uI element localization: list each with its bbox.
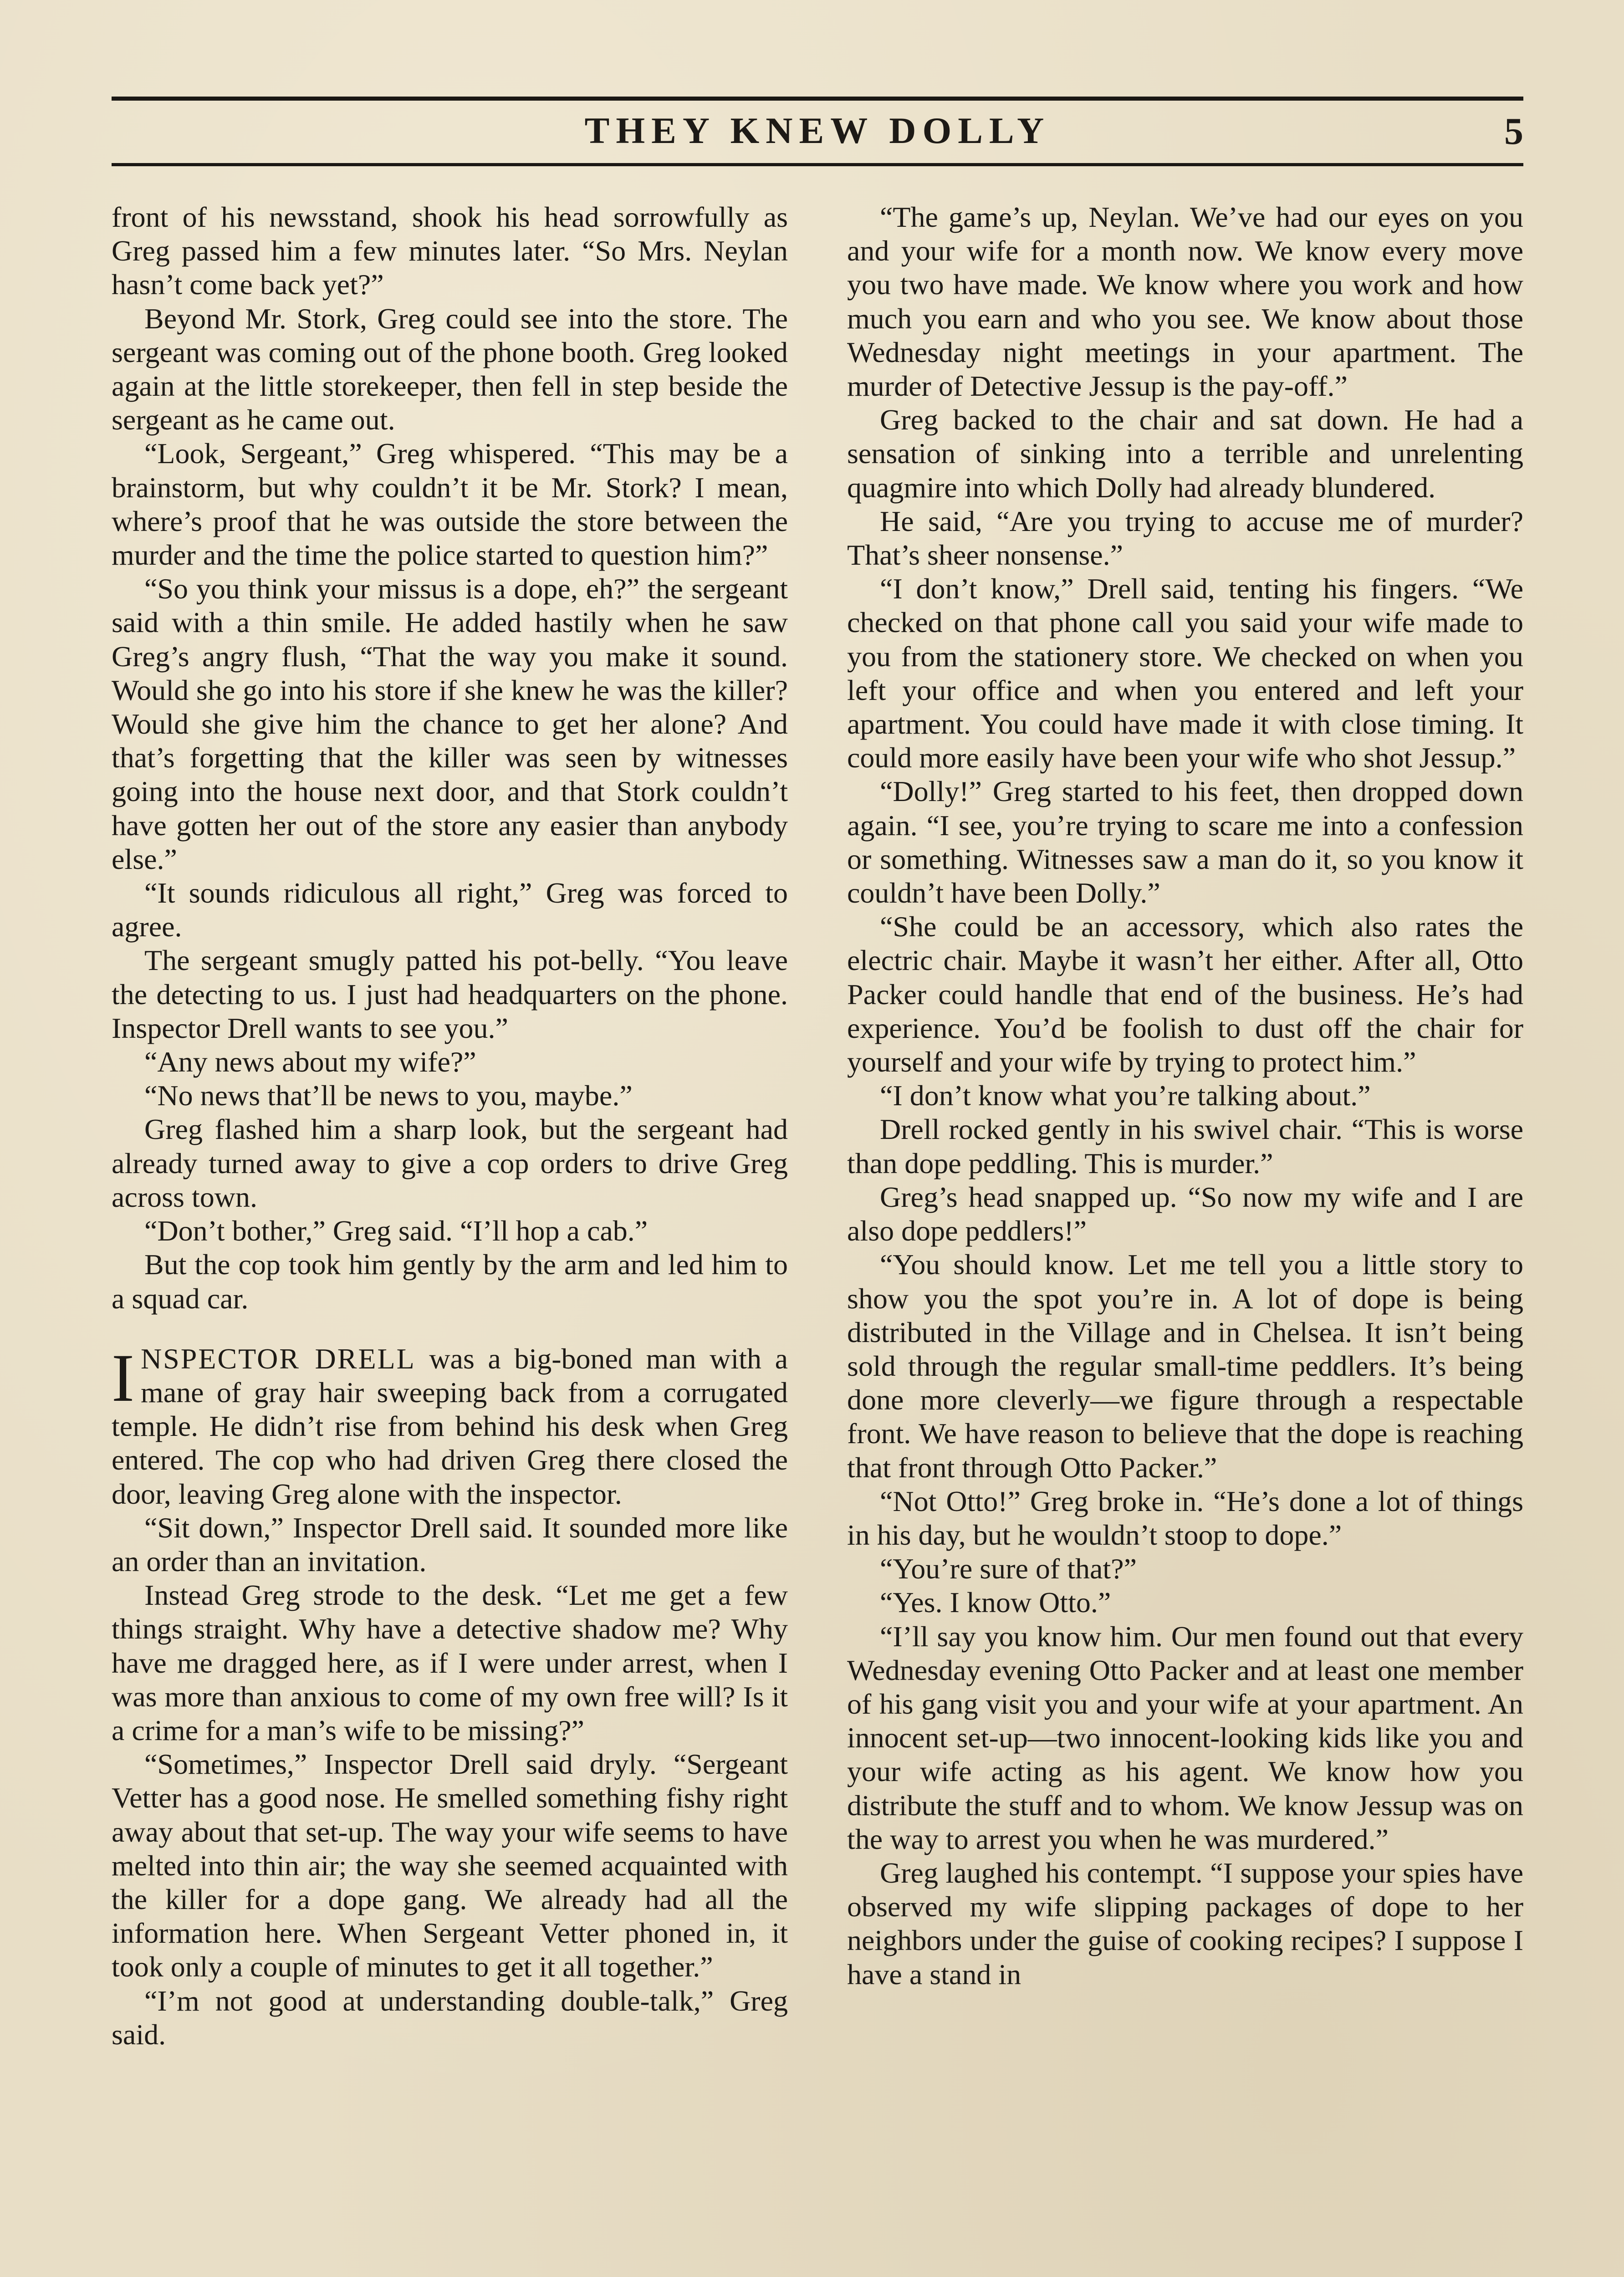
right-column — [847, 200, 1523, 1991]
section-opening-paragraph — [112, 1342, 788, 1511]
paragraph: Beyond Mr. Stork, Greg could see into the store. The sergeant was coming out of the phone booth. Greg looked again at the little storekeeper, then fell in step beside the sergeant as he came out. — [112, 302, 788, 436]
page-number: 5 — [1504, 110, 1523, 153]
paragraph: But the cop took him gently by the arm and led him to a squad car. — [112, 1248, 788, 1315]
left-column — [112, 200, 788, 2052]
paragraph: Greg flashed him a sharp look, but the sergeant had already turned away to give a cop orders to drive Greg across town. — [112, 1113, 788, 1213]
paragraph: Greg laughed his contempt. “I suppose your spies have observed my wife slipping packages of dope to her neighbors under the guise of cooking recipes? I suppose I have a stand in — [847, 1856, 1523, 1991]
paragraph: “No news that’ll be news to you, maybe.” — [144, 1079, 633, 1112]
running-head — [112, 103, 1523, 161]
paragraph: “Any news about my wife?” — [144, 1046, 476, 1078]
paragraph: Drell rocked gently in his swivel chair. “This is worse than dope peddling. This is murder.” — [847, 1113, 1523, 1179]
paragraph: Greg’s head snapped up. “So now my wife and I are also dope peddlers!” — [847, 1180, 1523, 1247]
paragraph: “You’re sure of that?” — [880, 1552, 1137, 1585]
paragraph: “I’m not good at understanding double-talk,” Greg said. — [112, 1984, 788, 2051]
paragraph: Instead Greg strode to the desk. “Let me get a few things straight. Why have a detective shadow me? Why have me dragged here, as if I were under arrest, when I was more than anxious to come of my own free will? Is it a crime for a man’s wife to be missing?” — [112, 1579, 788, 1746]
paragraph: “It sounds ridiculous all right,” Greg was forced to agree. — [112, 877, 788, 943]
paragraph: The sergeant smugly patted his pot-belly. “You leave the detecting to us. I just had headquarters on the phone. Inspector Drell wants to see you.” — [112, 944, 788, 1044]
paragraph: “I’ll say you know him. Our men found out that every Wednesday evening Otto Packer and at least one member of his gang visit you and your wife at your apartment. An innocent set-up—two innocent-looking kids like you and your wife acting as his agent. We know how you distribute the stuff and to whom. We know Jessup was on the way to arrest you when he was murdered.” — [847, 1620, 1523, 1855]
paragraph: “The game’s up, Neylan. We’ve had our eyes on you and your wife for a month now. We know every move you two have made. We know where you work and how much you earn and who you see. We know about those Wednesday night meetings in your apartment. The murder of Detective Jessup is the pay-off.” — [847, 201, 1523, 403]
paragraph: “Look, Sergeant,” Greg whispered. “This may be a brainstorm, but why couldn’t it be Mr. Stork? I mean, where’s proof that he was outside the store between the murder and the time the police started to question him?” — [112, 437, 788, 572]
section-break — [112, 1316, 788, 1342]
drop-cap: I — [112, 1340, 134, 1416]
header-rule-bottom — [112, 163, 1523, 166]
paragraph: “Don’t bother,” Greg said. “I’ll hop a cab.” — [144, 1215, 648, 1247]
header-rule-top — [112, 97, 1523, 101]
paragraph: “I don’t know,” Drell said, tenting his fingers. “We checked on that phone call you said your wife made to you from the stationery store. We checked on when you left your office and when you entered and left your apartment. You could have made it with close timing. It could more easily have been your wife who shot Jessup.” — [847, 572, 1523, 774]
paragraph-text: was a big-boned man with a mane of gray hair sweeping back from a corrugated temple. He didn’t rise from behind his desk when Greg entered. The cop who had driven Greg there closed the door, leaving Greg alone with the inspector. — [112, 1342, 788, 1510]
paragraph: “She could be an accessory, which also rates the electric chair. Maybe it wasn’t her either. After all, Otto Packer could handle that end of the business. He’s had experience. You’d be foolish to dust off the chair for yourself and your wife by trying to protect him.” — [847, 910, 1523, 1078]
lead-in-caps: NSPECTOR DRELL — [140, 1342, 416, 1375]
paragraph: Greg backed to the chair and sat down. He had a sensation of sinking into a terrible and unrelenting quagmire into which Dolly had already blundered. — [847, 403, 1523, 504]
paragraph: “Sometimes,” Inspector Drell said dryly. “Sergeant Vetter has a good nose. He smelled something fishy right away about that set-up. The way your wife seems to have melted into thin air; the way she seemed acquainted with the killer for a dope gang. We already had all the information here. When Sergeant Vetter phoned in, it took only a couple of minutes to get it all together.” — [112, 1748, 788, 1983]
running-title: THEY KNEW DOLLY — [584, 110, 1051, 151]
paragraph: front of his newsstand, shook his head sorrowfully as Greg passed him a few minutes later. “So Mrs. Neylan hasn’t come back yet?” — [112, 201, 788, 301]
paragraph: “I don’t know what you’re talking about.” — [880, 1079, 1371, 1112]
paragraph: “Sit down,” Inspector Drell said. It sounded more like an order than an invitation. — [112, 1511, 788, 1578]
paragraph: “So you think your missus is a dope, eh?” the sergeant said with a thin smile. He added hastily when he saw Greg’s angry flush, “That the way you make it sound. Would she go into his store if she knew he was the killer? Would she give him the chance to get her alone? And that’s forgetting that the killer was seen by witnesses going into the house next door, and that Stork couldn’t have gotten her out of the store any easier than anybody else.” — [112, 572, 788, 875]
paragraph: He said, “Are you trying to accuse me of murder? That’s sheer nonsense.” — [847, 505, 1523, 572]
paragraph: “Yes. I know Otto.” — [880, 1586, 1111, 1619]
paragraph: “Dolly!” Greg started to his feet, then dropped down again. “I see, you’re trying to scare me into a confession or something. Witnesses saw a man do it, so you know it couldn’t have been Dolly.” — [847, 775, 1523, 909]
paragraph: “Not Otto!” Greg broke in. “He’s done a lot of things in his day, but he wouldn’t stoop to dope.” — [847, 1485, 1523, 1551]
paragraph: “You should know. Let me tell you a little story to show you the spot you’re in. A lot of dope is being distributed in the Village and in Chelsea. It isn’t being sold through the regular small-time peddlers. It’s being done more cleverly—we figure through a respectable front. We have reason to believe that the dope is reaching that front through Otto Packer.” — [847, 1248, 1523, 1484]
